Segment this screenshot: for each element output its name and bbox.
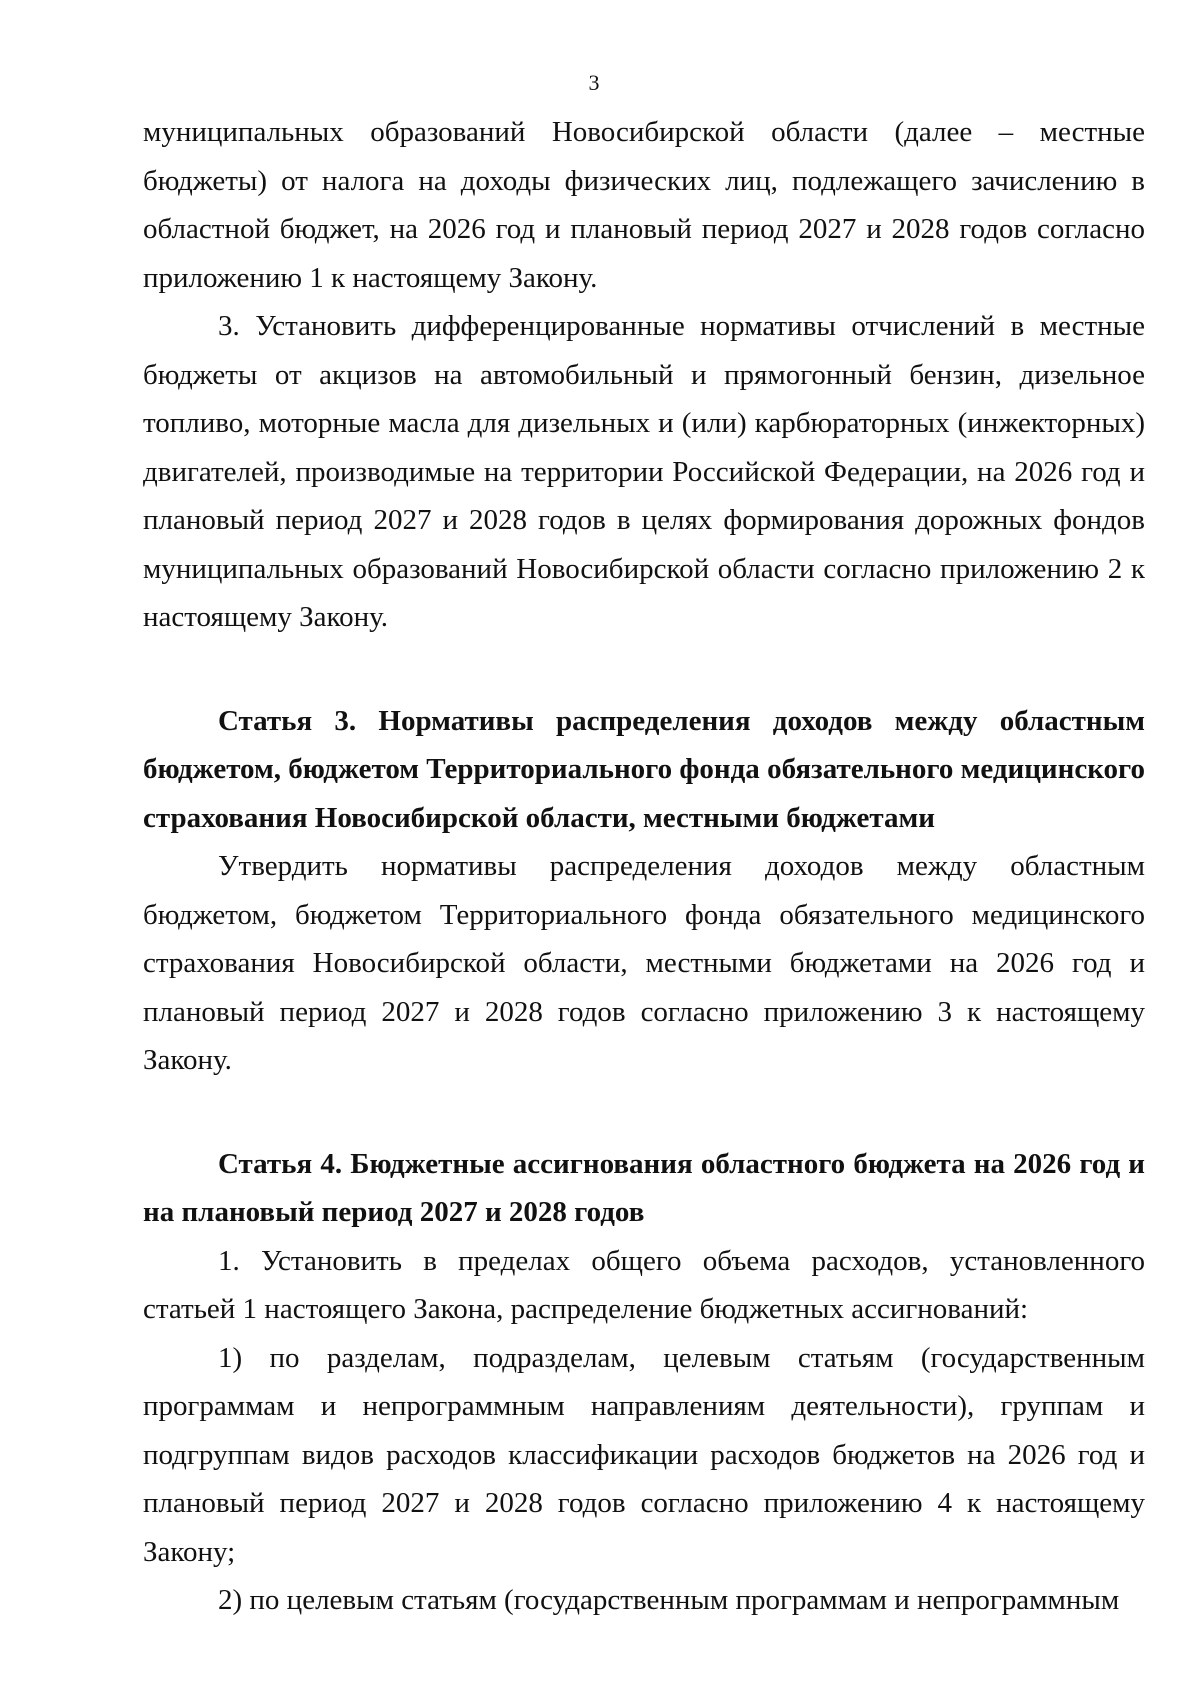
article-4-subitem-1: 1) по разделам, подразделам, целевым статьям (государственным программам и непрограммным направлениям деятельности), группам и подгруппам видов расходов классификации расходов бюджетов на 2026 год и плановый период 2027 и 2028 годов согласно приложению 4 к настоящему Закону; bbox=[143, 1341, 1145, 1568]
article-4-item-1: 1. Установить в пределах общего объема расходов, установленного статьей 1 настоящего Закона, распределение бюджетных ассигнований: bbox=[143, 1244, 1145, 1325]
article-3-heading: Статья 3. Нормативы распределения доходов между областным бюджетом, бюджетом Территориального фонда обязательного медицинского страхования Новосибирской области, местными бюджетами bbox=[143, 704, 1145, 834]
section-spacer bbox=[143, 642, 1145, 697]
article-4-subitem-2: 2) по целевым статьям (государственным программам и непрограммным bbox=[218, 1584, 1120, 1616]
paragraph-item-3: 3. Установить дифференцированные нормативы отчислений в местные бюджеты от акцизов на автомобильный и прямогонный бензин, дизельное топливо, моторные масла для дизельных и (или) карбюраторных (инжекторных) двигателей, производимые на территории Российской Федерации, на 2026 год и плановый период 2027 и 2028 годов в целях формирования дорожных фондов муниципальных образований Новосибирской области согласно приложению 2 к настоящему Закону. bbox=[143, 310, 1145, 633]
article-3-text: Утвердить нормативы распределения доходов между областным бюджетом, бюджетом Территориального фонда обязательного медицинского страхования Новосибирской области, местными бюджетами на 2026 год и плановый период 2027 и 2028 годов согласно приложению 3 к настоящему Закону. bbox=[143, 850, 1145, 1076]
paragraph-continuation: муниципальных образований Новосибирской области (далее – местные бюджеты) от налога на доходы физических лиц, подлежащего зачислению в областной бюджет, на 2026 год и плановый период 2027 и 2028 годов согласно приложению 1 к настоящему Закону. bbox=[143, 116, 1145, 294]
page-number: 3 bbox=[588, 70, 600, 95]
document-body bbox=[143, 108, 1145, 1625]
section-spacer bbox=[143, 1085, 1145, 1140]
article-4-heading: Статья 4. Бюджетные ассигнования областного бюджета на 2026 год и на плановый период 2027 и 2028 годов bbox=[143, 1147, 1145, 1228]
